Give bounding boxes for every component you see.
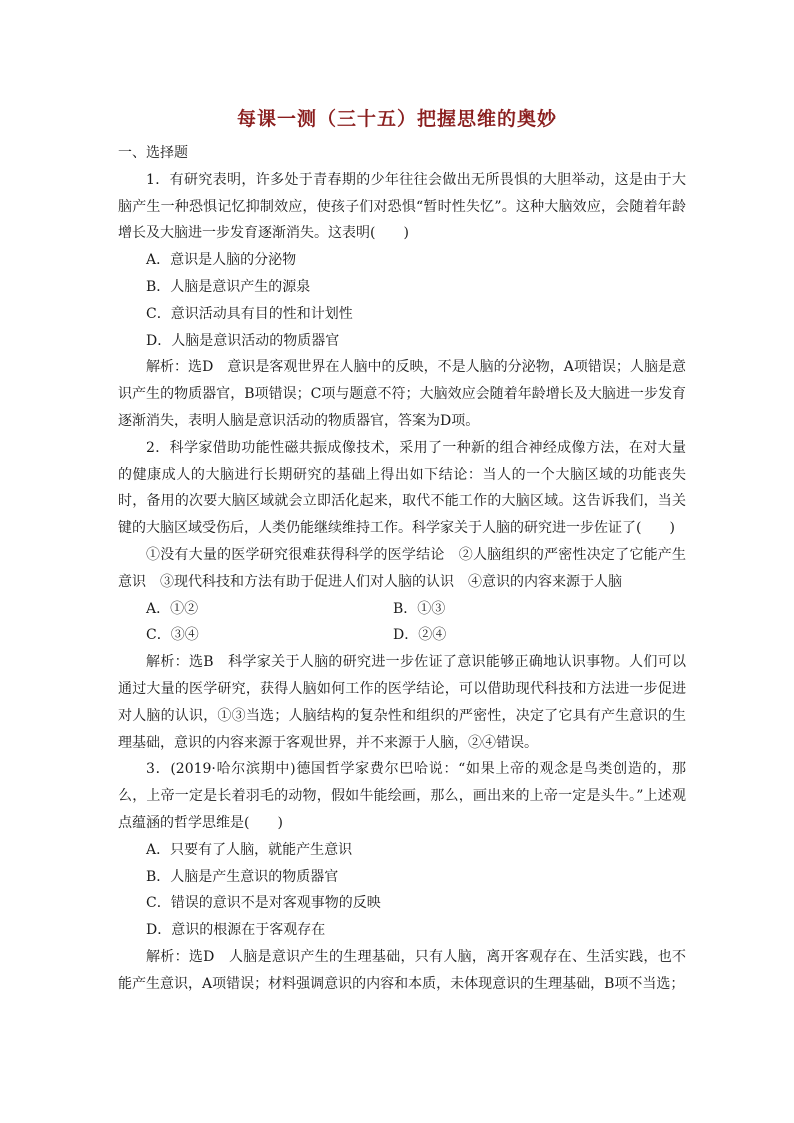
question-2-option-d: D．②④: [393, 627, 447, 644]
question-1-option-c: C．意识活动具有目的性和计划性: [146, 305, 353, 322]
question-1-option-b: B．人脑是意识产生的源泉: [146, 278, 311, 295]
question-1-option-a: A．意识是人脑的分泌物: [146, 252, 297, 269]
question-3-option-d: D．意识的根源在于客观存在: [146, 922, 326, 939]
section-heading: 一、选择题: [118, 145, 188, 161]
question-3-option-c: C．错误的意识不是对客观事物的反映: [146, 895, 381, 912]
question-2-options-row-2: [118, 622, 686, 649]
question-2-analysis: 解析：选B 科学家关于人脑的研究进一步佐证了意识能够正确地认识事物。人们可以通过大量的医学研究，获得人脑如何工作的医学结论，可以借助现代科技和方法进一步促进对人脑的认识，①③当选；人脑结构的复杂性和组织的严密性，决定了它具有产生意识的生理基础，意识的内容来源于客观世界，并不来源于人脑，②④错误。: [118, 654, 686, 751]
question-2-stem: 2．科学家借助功能性磁共振成像技术，采用了一种新的组合神经成像方法，在对大量的健康成人的大脑进行长期研究的基础上得出如下结论：当人的一个大脑区域的功能丧失时，备用的次要大脑区域就会立即活化起来，取代不能工作的大脑区域。这告诉我们，当关键的大脑区域受伤后，人类仍能继续维持工作。科学家关于人脑的研究进一步佐证了( ): [118, 439, 686, 537]
question-3-stem: 3．(2019·哈尔滨期中)德国哲学家费尔巴哈说：“如果上帝的观念是鸟类创造的，那么，上帝一定是长着羽毛的动物，假如牛能绘画，那么，画出来的上帝一定是头牛。”上述观点蕴涵的哲学思维是( ): [118, 761, 686, 831]
question-2-option-a: A．①②: [146, 600, 199, 617]
question-1-stem: 1．有研究表明，许多处于青春期的少年往往会做出无所畏惧的大胆举动，这是由于大脑产生一种恐惧记忆抑制效应，使孩子们对恐惧“暂时性失忆”。这种大脑效应，会随着年龄增长及大脑进一步发育逐渐消失。这表明( ): [118, 171, 686, 242]
question-1-analysis: 解析：选D 意识是客观世界在人脑中的反映，不是人脑的分泌物，A项错误；人脑是意识产生的物质器官，B项错误；C项与题意不符；大脑效应会随着年龄增长及大脑进一步发育逐渐消失，表明人脑是意识活动的物质器官，答案为D项。: [118, 359, 686, 429]
question-3-analysis: 解析：选D 人脑是意识产生的生理基础，只有人脑，离开客观存在、生活实践，也不能产生意识，A项错误；材料强调意识的内容和本质，未体现意识的生理基础，B项不当选；: [118, 948, 686, 992]
question-2-options-row-1: [118, 596, 686, 623]
question-2-option-c: C．③④: [146, 627, 199, 644]
question-2-statements: ①没有大量的医学研究很难获得科学的医学结论 ②人脑组织的严密性决定了它能产生意识 ③现代科技和方法有助于促进人们对人脑的认识 ④意识的内容来源于人脑: [118, 546, 686, 590]
document-body: [118, 140, 686, 998]
question-3-option-b: B．人脑是产生意识的物质器官: [146, 868, 339, 885]
document-title: 每课一测（三十五）把握思维的奥妙: [236, 108, 557, 130]
question-1-option-d: D．人脑是意识活动的物质器官: [146, 332, 340, 349]
question-2-option-b: B．①③: [393, 600, 446, 617]
question-3-option-a: A．只要有了人脑，就能产生意识: [146, 841, 353, 858]
